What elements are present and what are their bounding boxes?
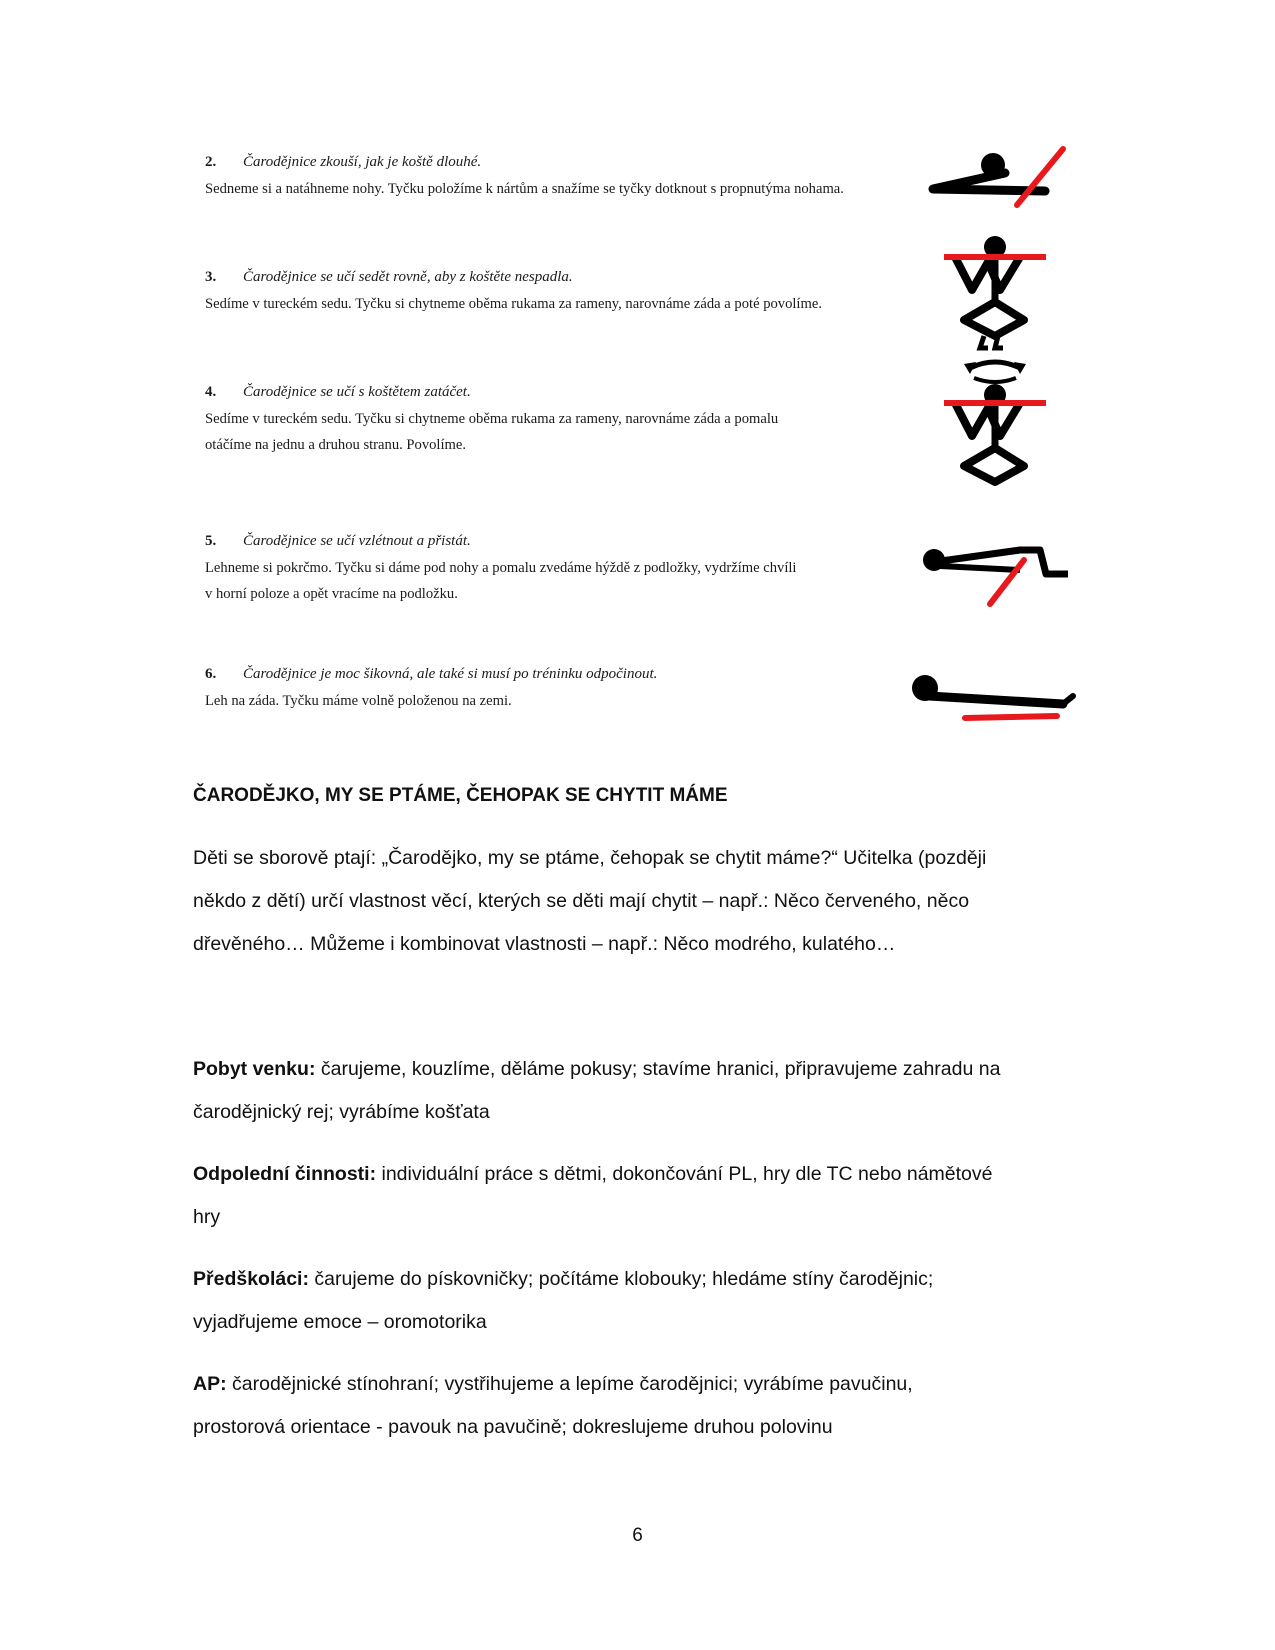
page-number: 6 [632,1525,643,1546]
exercise-heading [205,382,778,402]
exercise-description [205,176,844,202]
exercise-4 [205,382,778,458]
section-title: ČARODĚJKO, MY SE PTÁME, ČEHOPAK SE CHYTIT MÁME [193,785,728,806]
exercise-description [205,555,796,607]
stick-figure-lying [905,670,1080,730]
exercise-line: Sedíme v tureckém sedu. Tyčku si chytneme oběma rukama za rameny, narovnáme záda a pomalu [205,411,779,427]
exercise-number: 5. [205,533,217,549]
activity-text: individuální práce s dětmi, dokončování PL, hry dle TC nebo námětové [376,1163,993,1185]
activity-text: čarodějnické stínohraní; vystřihujeme a lepíme čarodějnici; vyrábíme pavučinu, [226,1373,913,1395]
activity-label: Pobyt venku: [193,1058,316,1080]
activity-afternoon [193,1153,993,1239]
exercise-2 [205,152,844,202]
exercise-number: 2. [205,154,217,170]
stick-figure-twist [940,358,1060,488]
exercise-title: Čarodějnice zkouší, jak je koště dlouhé. [243,154,482,170]
exercise-description [205,406,778,458]
exercise-title: Čarodějnice je moc šikovná, ale také si musí po tréninku odpočinout. [243,666,658,682]
activity-text: hry [193,1206,221,1228]
exercise-heading [205,664,657,684]
exercise-number: 3. [205,269,217,285]
exercise-line: Sedneme si a natáhneme nohy. Tyčku položíme k nártům a snažíme se tyčky dotknout s propnutýma nohama. [205,181,844,197]
activity-label: AP: [193,1373,227,1395]
activity-label: Odpolední činnosti: [193,1163,377,1185]
exercise-3 [205,267,822,317]
stick-figure-seated-reach [925,145,1070,210]
exercise-title: Čarodějnice se učí s koštětem zatáčet. [243,384,471,400]
exercise-number: 6. [205,666,217,682]
exercise-line: Sedíme v tureckém sedu. Tyčku si chytneme oběma rukama za rameny, narovnáme záda a poté povolíme. [205,296,822,312]
intro-line: někdo z dětí) určí vlastnost věcí, kterých se děti mají chytit – např.: Něco červeného, něco [193,890,970,912]
exercise-title: Čarodějnice se učí sedět rovně, aby z koštěte nespadla. [243,269,573,285]
exercise-line: Lehneme si pokrčmo. Tyčku si dáme pod nohy a pomalu zvedáme hýždě z podložky, vydržíme chvíli [205,560,797,576]
activity-text: prostorová orientace - pavouk na pavučině; dokreslujeme druhou polovinu [193,1416,833,1438]
exercise-heading [205,152,844,172]
activity-preschool [193,1258,933,1344]
activity-text: čarodějnický rej; vyrábíme košťata [193,1101,490,1123]
exercise-line: otáčíme na jednu a druhou stranu. Povolíme. [205,437,467,453]
exercise-description [205,291,822,317]
activity-text: čarujeme, kouzlíme, děláme pokusy; stavíme hranici, připravujeme zahradu na [315,1058,1001,1080]
activity-outdoor [193,1048,1000,1134]
intro-line: Děti se sborově ptají: „Čarodějko, my se ptáme, čehopak se chytit máme?“ Učitelka (později [193,847,987,869]
stick-figure-bridge [920,540,1070,610]
exercise-heading [205,531,796,551]
exercise-title: Čarodějnice se učí vzlétnout a přistát. [243,533,471,549]
stick-figure-cross-legged [940,232,1060,352]
exercise-description [205,688,657,714]
activity-text: vyjadřujeme emoce – oromotorika [193,1311,487,1333]
exercise-number: 4. [205,384,217,400]
activity-text: čarujeme do pískovničky; počítáme klobouky; hledáme stíny čarodějnic; [308,1268,934,1290]
activity-label: Předškoláci: [193,1268,309,1290]
intro-line: dřevěného… Můžeme i kombinovat vlastnosti – např.: Něco modrého, kulatého… [193,933,896,955]
intro-paragraph [193,837,986,966]
exercise-line: Leh na záda. Tyčku máme volně položenou na zemi. [205,693,512,709]
exercise-6 [205,664,657,714]
exercise-heading [205,267,822,287]
activity-ap [193,1363,913,1449]
exercise-line: v horní poloze a opět vracíme na podložku. [205,586,458,602]
exercise-5 [205,531,796,607]
